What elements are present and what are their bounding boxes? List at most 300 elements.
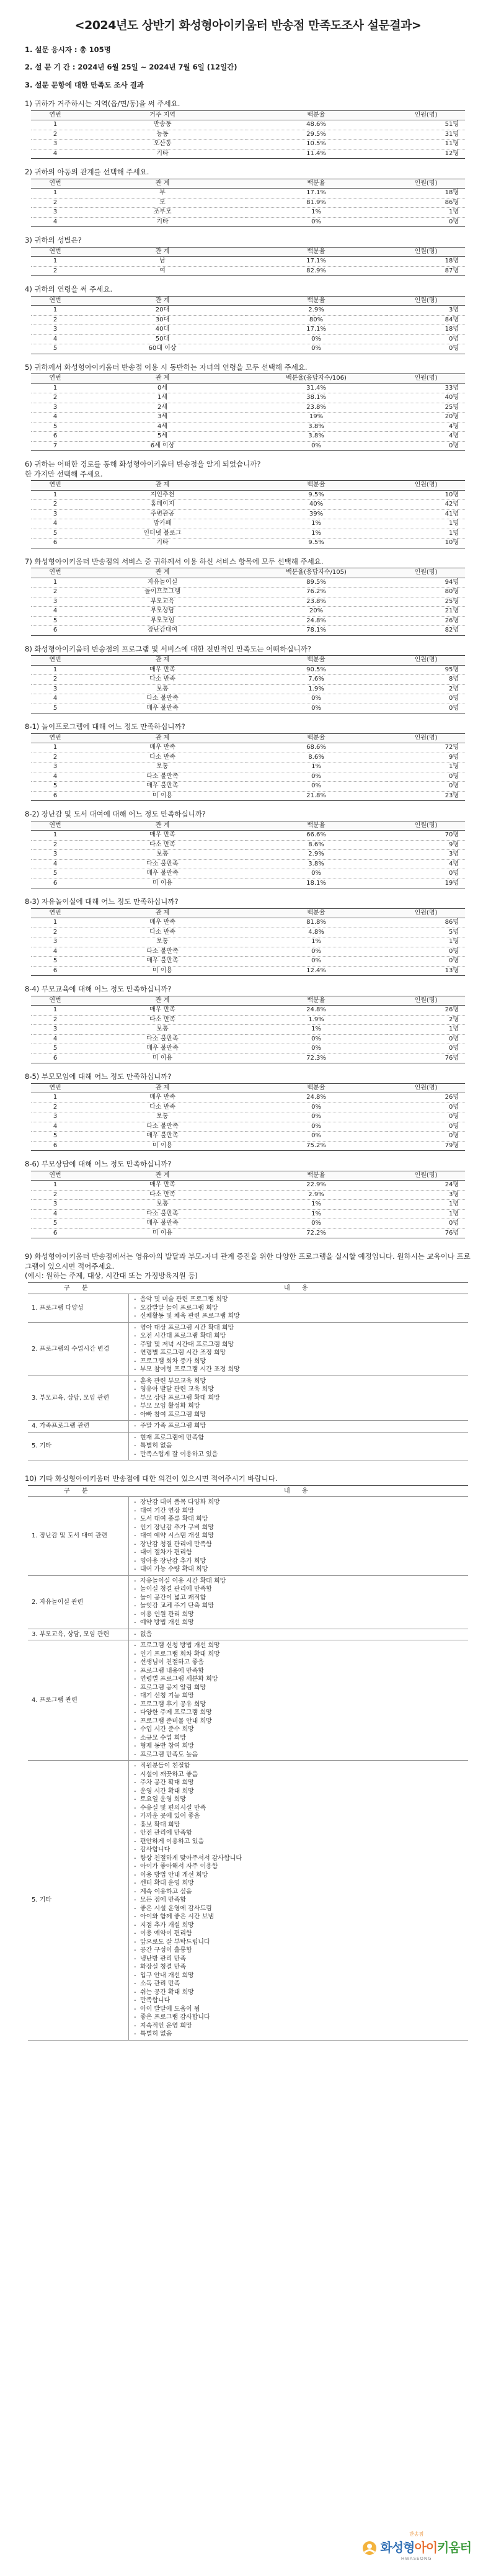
table-cell: 86명 (387, 918, 465, 928)
comment-list (133, 1630, 464, 1639)
table-cell: 4 (31, 772, 79, 782)
comment-item: - 인기 프로그램 회차 확대 희망 (140, 1650, 464, 1659)
column-header: 인원(명) (387, 656, 465, 666)
table-cell: 3 (31, 1025, 79, 1035)
table-row (31, 519, 465, 529)
logo-text-a: 화성형 (380, 2539, 415, 2555)
table-cell: 12.4% (246, 966, 387, 976)
table-row (31, 937, 465, 947)
question-text: 8-3) 자유놀이실에 대해 어느 정도 만족하십니까? (25, 897, 179, 906)
column-header: 인원(명) (387, 1171, 465, 1181)
comment-item: - 아이 발달에 도움이 됨 (140, 2005, 464, 2014)
column-header: 백분율 (246, 1171, 387, 1181)
comment-list (133, 1324, 464, 1374)
table-cell: 40명 (387, 393, 465, 403)
table-cell: 76.2% (246, 588, 387, 597)
table-cell: 18.1% (246, 879, 387, 888)
column-header: 백분율 (246, 821, 387, 831)
table-cell: 0% (246, 1102, 387, 1112)
table-cell: 29.5% (246, 130, 387, 140)
table-cell: 0% (246, 1122, 387, 1132)
question-text: 8-1) 놀이프로그램에 대해 어느 정도 만족하십니까? (25, 722, 185, 731)
table-row (31, 743, 465, 753)
table-header-row (31, 568, 465, 578)
table-cell: 2 (31, 393, 79, 403)
table-cell: 1% (246, 519, 387, 529)
comment-item: - 특별히 없음 (140, 2030, 464, 2039)
column-header: 백분율 (246, 1083, 387, 1093)
table-cell: 3 (31, 684, 79, 694)
table-cell: 1명 (387, 1200, 465, 1210)
table-cell: 0명 (387, 694, 465, 704)
table-cell: 0% (246, 782, 387, 792)
table-cell: 6 (31, 1228, 79, 1238)
table-cell: 9명 (387, 840, 465, 850)
table-row (31, 840, 465, 850)
category-cell: 5. 기타 (28, 1761, 129, 2041)
comment-item: - 프로그램 준비물 안내 희망 (140, 1717, 464, 1726)
content-cell (129, 1640, 469, 1761)
table-row (31, 675, 465, 685)
table-cell: 1 (31, 831, 79, 841)
column-header: 연번 (31, 179, 79, 189)
comment-item: - 대여 절차가 편리함 (140, 1549, 464, 1557)
question-text: 1) 귀하가 거주하시는 지역(읍/면/동)을 써 주세요. (25, 99, 180, 109)
table-row (31, 1093, 465, 1103)
table-cell: 2 (31, 588, 79, 597)
table-cell: 부 (79, 189, 246, 199)
question-table (31, 179, 465, 228)
table-cell: 2.9% (246, 306, 387, 316)
table-cell: 1.9% (246, 1015, 387, 1025)
column-header: 백분율 (246, 908, 387, 918)
table-cell: 2 (31, 500, 79, 510)
column-header: 연번 (31, 110, 79, 120)
table-cell: 0% (246, 772, 387, 782)
comment-item: - 아이와 함께 좋은 시간 보냄 (140, 1913, 464, 1921)
column-header: 연번 (31, 656, 79, 666)
column-header: 인원(명) (387, 374, 465, 384)
comment-item: - 주말 및 저녁 시간대 프로그램 희망 (140, 1341, 464, 1349)
category-cell: 5. 기타 (28, 1432, 129, 1460)
category-cell: 1. 장난감 및 도서 대여 관련 (28, 1497, 129, 1576)
table-row (28, 1640, 468, 1761)
column-header: 관 계 (79, 179, 246, 189)
table-cell: 매우 만족 (79, 831, 246, 841)
table-row (31, 1053, 465, 1063)
table-cell: 3 (31, 325, 79, 335)
table-cell: 75.2% (246, 1141, 387, 1151)
table-cell: 1 (31, 1181, 79, 1191)
comment-item: - 가까운 곳에 있어 좋음 (140, 1812, 464, 1821)
table-cell: 4 (31, 694, 79, 704)
comment-list (133, 1422, 464, 1431)
table-cell: 3 (31, 763, 79, 772)
comment-item: - 공간 구성이 훌륭함 (140, 1946, 464, 1955)
table-cell: 자유놀이실 (79, 578, 246, 588)
table-cell: 21명 (387, 607, 465, 617)
table-header-row (31, 656, 465, 666)
table-cell: 25명 (387, 403, 465, 413)
column-header: 관 계 (79, 821, 246, 831)
table-cell: 3 (31, 208, 79, 218)
column-header: 연번 (31, 821, 79, 831)
table-cell: 미 이용 (79, 1228, 246, 1238)
category-cell: 3. 부모교육, 상담, 모임 관련 (28, 1629, 129, 1640)
table-row (31, 539, 465, 548)
table-cell: 0명 (387, 704, 465, 713)
table-cell: 다소 불만족 (79, 694, 246, 704)
table-cell: 0% (246, 957, 387, 967)
table-cell: 9.5% (246, 490, 387, 500)
comment-item: - 직원분들이 친절함 (140, 1762, 464, 1771)
table-cell: 87명 (387, 266, 465, 276)
table-cell: 80명 (387, 588, 465, 597)
table-cell: 0% (246, 217, 387, 227)
table-cell: 2 (31, 266, 79, 276)
table-cell: 반송동 (79, 120, 246, 130)
table-row (31, 947, 465, 957)
table-row (31, 607, 465, 617)
comment-item: - 토요일 운영 희망 (140, 1796, 464, 1804)
table-cell: 1 (31, 665, 79, 675)
logo-text-b: 아이 (414, 2539, 438, 2555)
question-text: 6) 귀하는 어떠한 경로를 통해 화성형아이키움터 반송점을 알게 되었습니까? 한 가지만 선택해 주세요. (25, 460, 261, 478)
comment-item: - 이용 예약이 편리함 (140, 1930, 464, 1938)
table-cell: 1 (31, 743, 79, 753)
table-cell: 1% (246, 1025, 387, 1035)
table-row (31, 791, 465, 801)
comment-item: - 센터 확대 운영 희망 (140, 1879, 464, 1888)
question-table (31, 110, 465, 159)
content-cell (129, 1294, 469, 1323)
content-cell (129, 1432, 469, 1460)
table-row (31, 869, 465, 879)
table-header-row (31, 996, 465, 1006)
table-cell: 7 (31, 441, 79, 451)
table-cell: 12명 (387, 149, 465, 159)
table-cell: 78.1% (246, 626, 387, 636)
table-cell: 2 (31, 198, 79, 208)
table-cell: 2.9% (246, 1190, 387, 1200)
comment-item: - 놀이 공간이 넓고 쾌적함 (140, 1594, 464, 1603)
comment-item: - 좋은 프로그램 감사합니다 (140, 2013, 464, 2022)
column-header: 관 계 (79, 908, 246, 918)
table-cell: 0명 (387, 1112, 465, 1122)
table-cell: 89.5% (246, 578, 387, 588)
table-cell: 33명 (387, 383, 465, 393)
table-row (31, 597, 465, 607)
table-cell: 1 (31, 120, 79, 130)
question-text: 8-4) 부모교육에 대해 어느 정도 만족하십니까? (25, 985, 172, 994)
table-cell: 76명 (387, 1053, 465, 1063)
column-header: 관 계 (79, 247, 246, 257)
table-cell: 1% (246, 1200, 387, 1210)
table-cell: 4 (31, 1122, 79, 1132)
table-row (31, 315, 465, 325)
table-row (31, 957, 465, 967)
table-cell: 2 (31, 840, 79, 850)
table-cell: 3 (31, 597, 79, 607)
column-header: 관 계 (79, 996, 246, 1006)
comment-item: - 자유놀이실 이용 시간 확대 희망 (140, 1577, 464, 1586)
table-cell: 0% (246, 1044, 387, 1054)
table-cell: 1 (31, 490, 79, 500)
column-header: 백분율 (246, 179, 387, 189)
table-cell: 0% (246, 334, 387, 344)
table-cell: 기타 (79, 149, 246, 159)
column-header: 연번 (31, 996, 79, 1006)
table-cell: 38.1% (246, 393, 387, 403)
table-cell: 0% (246, 1219, 387, 1229)
table-cell: 17.1% (246, 257, 387, 267)
question-table (31, 733, 465, 802)
comment-item: - 이용 방법 안내 개선 희망 (140, 1871, 464, 1880)
table-header-row (31, 179, 465, 189)
table-cell: 79명 (387, 1141, 465, 1151)
table-cell: 3.8% (246, 432, 387, 442)
comment-item: - 놀잇감 교체 주기 단축 희망 (140, 1602, 464, 1611)
table-cell: 5명 (387, 928, 465, 937)
comment-list (133, 1498, 464, 1574)
table-cell: 매우 불만족 (79, 869, 246, 879)
table-cell: 5 (31, 782, 79, 792)
table-cell: 4 (31, 413, 79, 423)
comment-item: - 프로그램 후기 공유 희망 (140, 1701, 464, 1709)
table-row (31, 413, 465, 423)
table-cell: 0% (246, 1132, 387, 1142)
comment-item: - 선생님이 친절하고 좋음 (140, 1658, 464, 1667)
table-cell: 매우 불만족 (79, 1044, 246, 1054)
table-cell: 0명 (387, 869, 465, 879)
table-cell: 1% (246, 208, 387, 218)
table-cell: 5 (31, 1219, 79, 1229)
column-header: 연번 (31, 1083, 79, 1093)
comment-item: - 대여 기간 연장 희망 (140, 1507, 464, 1516)
table-cell: 31.4% (246, 383, 387, 393)
comment-item: - 신체활동 및 체육 관련 프로그램 희망 (140, 1312, 464, 1321)
table-cell: 1명 (387, 529, 465, 539)
section-heading: 3. 설문 문항에 대한 만족도 조사 결과 (25, 80, 144, 89)
table-cell: 40% (246, 500, 387, 510)
column-header: 관 계 (79, 733, 246, 743)
table-cell: 0% (246, 1034, 387, 1044)
table-row (28, 1375, 468, 1421)
table-cell: 2 (31, 928, 79, 937)
column-header: 백분율 (246, 481, 387, 491)
table-cell: 3 (31, 140, 79, 150)
comment-item: - 대여 가능 수량 확대 희망 (140, 1565, 464, 1574)
table-row (31, 694, 465, 704)
table-cell: 보통 (79, 1112, 246, 1122)
question-text: 3) 귀하의 성별은? (25, 236, 82, 245)
comment-item: - 감사합니다 (140, 1846, 464, 1854)
question-text: 2) 귀하의 아동의 관계를 선택해 주세요. (25, 168, 149, 177)
table-row (31, 1141, 465, 1151)
table-row (31, 306, 465, 316)
table-cell: 기타 (79, 217, 246, 227)
question-table (31, 373, 465, 451)
table-row (31, 763, 465, 772)
content-cell (129, 1761, 469, 2041)
table-cell: 1 (31, 1093, 79, 1103)
column-header: 인원(명) (387, 1083, 465, 1093)
table-cell: 0명 (387, 1034, 465, 1044)
table-cell: 3.8% (246, 422, 387, 432)
comment-item: - 수업 시간 준수 희망 (140, 1725, 464, 1734)
table-cell: 4세 (79, 422, 246, 432)
column-header: 연번 (31, 374, 79, 384)
table-cell: 6 (31, 1141, 79, 1151)
table-cell: 5 (31, 422, 79, 432)
table-cell: 3 (31, 403, 79, 413)
comment-item: - 시설이 깨끗하고 좋음 (140, 1771, 464, 1779)
table-cell: 20명 (387, 413, 465, 423)
comment-item: - 화장실 청결 만족 (140, 1963, 464, 1972)
table-row (28, 1629, 468, 1640)
comment-item: - 이용 인원 관리 희망 (140, 1611, 464, 1619)
question-table (31, 908, 465, 977)
table-header-row (31, 821, 465, 831)
table-cell: 보통 (79, 763, 246, 772)
table-row (31, 966, 465, 976)
table-row (31, 831, 465, 841)
table-cell: 부모교육 (79, 597, 246, 607)
table-cell: 80% (246, 315, 387, 325)
table-cell: 1 (31, 257, 79, 267)
table-cell: 미 이용 (79, 966, 246, 976)
table-cell: 미 이용 (79, 1053, 246, 1063)
table-row (31, 665, 465, 675)
column-header: 관 계 (79, 1171, 246, 1181)
comment-item: - 오감발달 놀이 프로그램 희망 (140, 1304, 464, 1313)
comment-list (133, 1377, 464, 1420)
category-cell: 1. 프로그램 다양성 (28, 1294, 129, 1323)
table-cell: 맘카페 (79, 519, 246, 529)
comment-item: - 안전 관리에 만족함 (140, 1829, 464, 1838)
table-cell: 0명 (387, 344, 465, 354)
table-row (31, 1025, 465, 1035)
table-cell: 39% (246, 509, 387, 519)
column-header: 관 계 (79, 568, 246, 578)
table-cell: 매우 불만족 (79, 1219, 246, 1229)
table-row (31, 266, 465, 276)
table-cell: 0명 (387, 1102, 465, 1112)
table-row (31, 1112, 465, 1122)
table-cell: 1 (31, 578, 79, 588)
table-cell: 0명 (387, 957, 465, 967)
table-cell: 84명 (387, 315, 465, 325)
column-header: 인원(명) (387, 247, 465, 257)
table-row (31, 403, 465, 413)
table-cell: 0% (246, 441, 387, 451)
category-cell: 3. 부모교육, 상담, 모임 관련 (28, 1375, 129, 1421)
table-cell: 오산동 (79, 140, 246, 150)
table-cell: 86명 (387, 198, 465, 208)
table-cell: 5세 (79, 432, 246, 442)
table-cell: 매우 불만족 (79, 1132, 246, 1142)
table-cell: 4.8% (246, 928, 387, 937)
table-cell: 3세 (79, 413, 246, 423)
table-cell: 9.5% (246, 539, 387, 548)
table-cell: 매우 불만족 (79, 957, 246, 967)
table-cell: 1.9% (246, 684, 387, 694)
table-cell: 부모상담 (79, 607, 246, 617)
table-cell: 1 (31, 918, 79, 928)
table-row (28, 1761, 468, 2041)
table-row (31, 334, 465, 344)
column-header: 백분율 (246, 656, 387, 666)
table-cell: 72.2% (246, 1228, 387, 1238)
table-cell: 지인추천 (79, 490, 246, 500)
table-cell: 3 (31, 509, 79, 519)
table-cell: 0% (246, 1112, 387, 1122)
comment-item: - 음악 및 미술 관련 프로그램 희망 (140, 1295, 464, 1304)
table-row (31, 1200, 465, 1210)
table-row (31, 753, 465, 763)
table-row (31, 344, 465, 354)
table-cell: 17.1% (246, 325, 387, 335)
table-cell: 남 (79, 257, 246, 267)
table-row (31, 1044, 465, 1054)
comment-list (133, 1434, 464, 1459)
comment-item: - 모든 점에 만족함 (140, 1896, 464, 1905)
table-cell: 0% (246, 694, 387, 704)
table-header-row (31, 1083, 465, 1093)
question-table (31, 296, 465, 354)
table-header-row (31, 247, 465, 257)
table-row (31, 130, 465, 140)
period-line: 2. 설 문 기 간 : 2024년 6월 25일 ~ 2024년 7월 6일 (12일간) (25, 63, 237, 72)
table-row (31, 859, 465, 869)
table-cell: 4 (31, 334, 79, 344)
table-cell: 3 (31, 1112, 79, 1122)
table-row (31, 1006, 465, 1016)
table-row (31, 120, 465, 130)
table-cell: 매우 만족 (79, 918, 246, 928)
table-row (31, 500, 465, 510)
table-cell: 17.1% (246, 189, 387, 199)
column-header: 인원(명) (387, 481, 465, 491)
table-cell: 매우 만족 (79, 743, 246, 753)
table-cell: 6 (31, 791, 79, 801)
question-text: 5) 귀하께서 화성형아이키움터 반송점 이용 시 동반하는 자녀의 연령을 모두 선택해 주세요. (25, 362, 308, 372)
table-cell: 4명 (387, 859, 465, 869)
column-header: 백분율 (246, 110, 387, 120)
table-header-row (28, 1282, 468, 1294)
table-header-row (28, 1485, 468, 1497)
table-cell: 82명 (387, 626, 465, 636)
table-cell: 0명 (387, 1132, 465, 1142)
table-row (31, 217, 465, 227)
table-cell: 20% (246, 607, 387, 617)
question-table (31, 480, 465, 548)
table-cell: 94명 (387, 578, 465, 588)
comment-item: - 영아용 장난감 추가 희망 (140, 1557, 464, 1566)
table-cell: 10.5% (246, 140, 387, 150)
table-cell: 매우 불만족 (79, 704, 246, 713)
table-row (31, 422, 465, 432)
table-cell: 5 (31, 1132, 79, 1142)
table-cell: 다소 불만족 (79, 772, 246, 782)
table-row (31, 140, 465, 150)
column-header: 인원(명) (387, 568, 465, 578)
category-cell: 2. 자유놀이실 관련 (28, 1575, 129, 1629)
table-cell: 능동 (79, 130, 246, 140)
table-row (28, 1294, 468, 1323)
comment-item: - 만족합니다 (140, 1997, 464, 2005)
comment-item: - 주말 가족 프로그램 희망 (140, 1422, 464, 1431)
